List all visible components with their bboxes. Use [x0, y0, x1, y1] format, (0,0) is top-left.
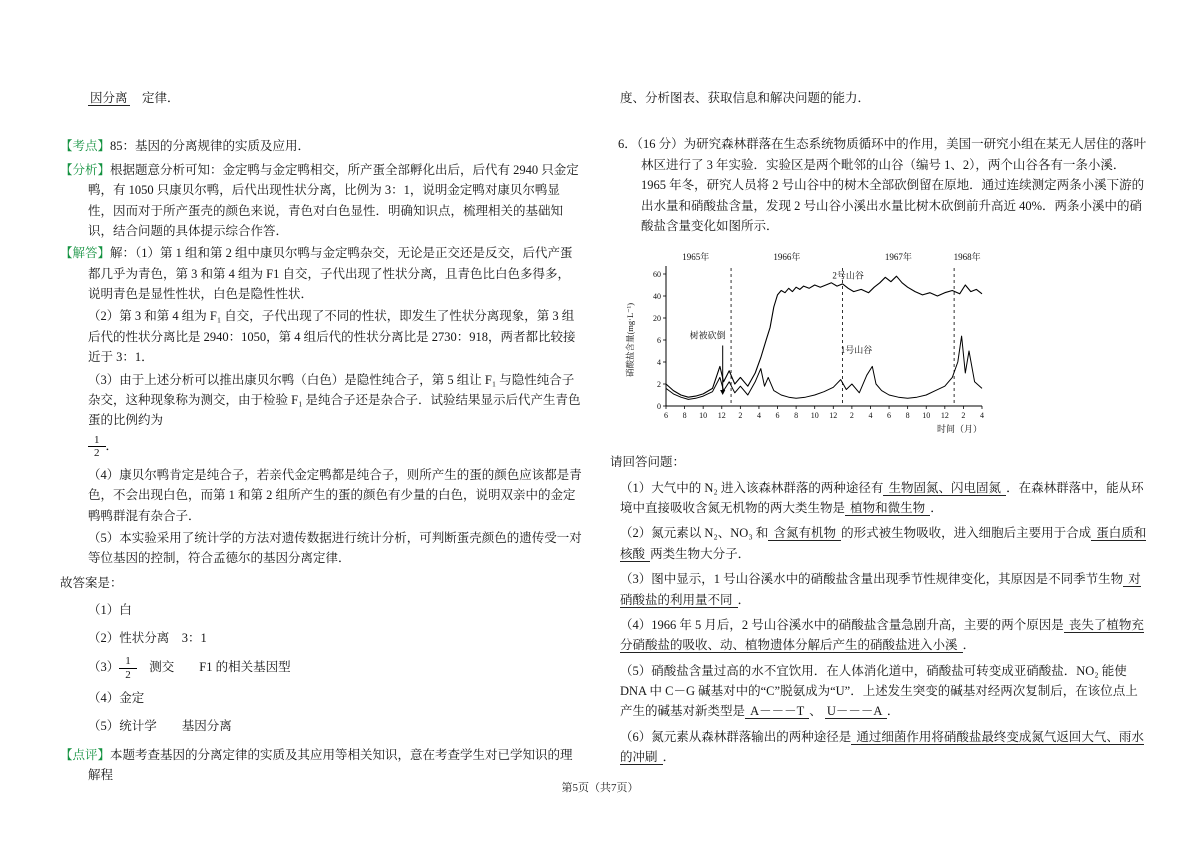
answer-blank: U－－－A — [826, 704, 885, 719]
svg-text:时间（月）: 时间（月） — [936, 424, 982, 435]
svg-text:2: 2 — [961, 411, 966, 421]
svg-text:40: 40 — [653, 292, 661, 302]
fraction-tail: ． — [105, 438, 119, 453]
sub-question-2 — [620, 523, 1150, 564]
final-answer-4: （4）金定 — [88, 691, 145, 706]
answer-3-middle: 测交 — [136, 659, 200, 674]
answer-blank: A－－－T — [747, 704, 808, 719]
svg-text:6: 6 — [664, 411, 668, 421]
svg-text:10: 10 — [922, 411, 931, 421]
sub-question-4 — [620, 615, 1150, 656]
fraction-one-half — [122, 655, 134, 681]
text-run: ．在森林群落中，能从环境中直接吸收含氮无机物的两大类生物是 — [620, 480, 1144, 515]
exam-point-section — [60, 136, 582, 156]
text-run: （5）硝酸盐含量过高的水不宜饮用．在人体消化道中，硝酸盐可转变成亚硝酸盐．NO₂ 能使 DNA 中 C－G 碱基对中的“C”脱氨成为“U”．上述发生突变的碱基对经两次复制后，在该位点上产生的碱基对新类型是 — [620, 663, 1138, 719]
svg-text:1967年: 1967年 — [884, 252, 912, 263]
svg-text:6: 6 — [775, 411, 780, 421]
svg-text:4: 4 — [657, 358, 661, 368]
answer-blank: 对硝酸盐的利用量不同 — [620, 572, 1141, 607]
text-run: ． — [737, 592, 751, 607]
fraction-one-half — [91, 434, 103, 460]
answer-blank: 生物固氮、闪电固氮 — [885, 480, 1005, 495]
fraction-denominator: 2 — [94, 447, 100, 460]
right-column — [608, 88, 1150, 788]
svg-text:6: 6 — [887, 411, 892, 421]
svg-text:1号山谷: 1号山谷 — [840, 345, 873, 356]
text-run: ． — [886, 704, 900, 719]
svg-text:12: 12 — [829, 411, 838, 421]
text-run: ． — [662, 750, 676, 765]
solution-step-3: （3）由于上述分析可以推出康贝尔鸭（白色）是隐性纯合子，第 5 组让 F₁ 与隐性纯合子杂交，这种现象称为测交，由于检验 F₁ 是纯合子还是杂合子．试验结果显示后代产生青色蛋的比例约为 — [88, 372, 581, 428]
solution-section — [60, 243, 582, 304]
answer-blank: 植物和微生物 — [847, 501, 929, 515]
nitrate-chart-figure — [622, 244, 1150, 444]
continued-comment-line: 度、分析图表、获取信息和解决问题的能力． — [620, 91, 871, 105]
sub-question-6 — [620, 727, 1150, 768]
solution-step-2: （2）第 3 和第 4 组为 F₁ 自交，子代出现了不同的性状，即发生了性状分离现象，第 3 组后代的性状分离比是 2940：1050，第 4 组后代的性状分离比是 2730：918，两者都比较接近于 3：1． — [88, 309, 576, 365]
final-answer-2: （2）性状分离 3：1 — [88, 630, 207, 645]
text-run: 的形式被生物吸收，进入细胞后主要用于合成 — [841, 526, 1092, 541]
svg-text:硝酸盐含量(mg·L⁻¹): 硝酸盐含量(mg·L⁻¹) — [625, 303, 635, 378]
fraction-numerator: 1 — [94, 433, 100, 446]
svg-text:树被砍倒: 树被砍倒 — [689, 330, 726, 341]
sub-question-5 — [620, 661, 1150, 722]
sub-question-3 — [620, 569, 1150, 610]
svg-text:0: 0 — [657, 402, 661, 412]
fraction-numerator: 1 — [125, 654, 131, 667]
svg-text:4: 4 — [868, 411, 873, 421]
svg-text:12: 12 — [717, 411, 726, 421]
svg-text:2: 2 — [657, 380, 661, 390]
text-run: （2）氮元素以 N₂、NO₃ 和 — [620, 526, 769, 541]
text-run: ． — [930, 501, 943, 515]
svg-text:8: 8 — [682, 411, 687, 421]
text-run: （6）氮元素从森林群落输出的两种途径是 — [620, 729, 852, 744]
solution-step-5: （5）本实验采用了统计学的方法对遗传数据进行统计分析，可判断蛋壳颜色的遗传受一对等位基因的控制，符合孟德尔的基因分离定律． — [88, 531, 582, 566]
svg-text:6: 6 — [657, 336, 661, 346]
svg-text:1968年: 1968年 — [953, 252, 981, 263]
text-run: 、 — [809, 704, 825, 719]
svg-text:60: 60 — [653, 270, 661, 280]
svg-text:4: 4 — [756, 411, 761, 421]
text-run: 定律． — [129, 91, 180, 105]
text-run: （1）大气中的 N₂ 进入该森林群落的两种途径有 — [620, 480, 884, 495]
text-run: （3）图中显示，1 号山谷溪水中的硝酸盐含量出现季节性规律变化，其原因是不同季节生物 — [620, 572, 1124, 587]
text-run: （4）1966 年 5 月后，2 号山谷溪水中的硝酸盐含量急剧升高，主要的两个原因是 — [620, 617, 1064, 632]
svg-text:1966年: 1966年 — [773, 252, 801, 263]
svg-text:10: 10 — [810, 411, 819, 421]
jieda-tag: 【解答】 — [60, 246, 111, 261]
svg-text:2号山谷: 2号山谷 — [832, 270, 864, 281]
kaodian-text: 85：基因的分离规律的实质及应用． — [110, 139, 311, 154]
answer-blank: 通过细菌作用将硝酸盐最终变成氮气返回大气、雨水的冲刷 — [620, 729, 1144, 765]
svg-text:20: 20 — [653, 314, 661, 324]
dianping-text: 本题考查基因的分离定律的实质及其应用等相关知识，意在考查学生对已学知识的理解程 — [88, 747, 573, 783]
page-number-footer: 第5页（共7页） — [561, 782, 639, 795]
answer-blank: 蛋白质和核酸 — [620, 526, 1147, 561]
solution-step-1: 解：（1）第 1 组和第 2 组中康贝尔鸭与金定鸭杂交，无论是正交还是反交，后代产蛋都几乎为青色，第 3 和第 4 组为 F1 自交，子代出现了性状分离，且青色比白色多得多，说明青色是显性性状，白色是隐性性状． — [88, 246, 573, 301]
answer-3-prefix: （3） — [88, 659, 120, 674]
left-column — [60, 88, 582, 788]
solution-step-4: （4）康贝尔鸭肯定是纯合子，若亲代金定鸭都是纯合子，则所产生的蛋的颜色应该都是青色，不会出现白色，而第 1 和第 2 组所产生的蛋的颜色有少量的白色，说明双亲中的金定鸭鸭群混有杂合子． — [88, 467, 582, 523]
answer-3-tail: F1 的相关基因型 — [199, 659, 291, 674]
svg-text:12: 12 — [940, 411, 949, 421]
final-answer-3 — [88, 655, 582, 681]
nitrate-line-chart — [622, 244, 994, 444]
fenxi-text: 根据题意分析可知：金定鸭与金定鸭相交，所产蛋全部孵化出后，后代有 2940 只金定鸭，有 1050 只康贝尔鸭，后代出现性状分离，比例为 3：1，说明金定鸭对康贝尔鸭显性，因而对于所产蛋壳的颜色来说，青色对白色显性．明确知识点，梳理相关的基础知识，结合问题的具体提示综合作答． — [88, 162, 579, 238]
answer-blank: 丧失了植物充分硝酸盐的吸收、动、植物遗体分解后产生的硝酸盐进入小溪 — [620, 617, 1144, 653]
final-answer-5: （5）统计学 基因分离 — [88, 718, 232, 733]
svg-text:2: 2 — [738, 411, 743, 421]
kaodian-tag: 【考点】 — [60, 139, 111, 154]
final-answer-1: （1）白 — [88, 603, 132, 618]
question-6-stem: 6．（16 分）为研究森林群落在生态系统物质循环中的作用，美国一研究小组在某无人居住的落叶林区进行了 3 年实验．实验区是两个毗邻的山谷（编号 1、2），两个山谷各有一条小溪．1965 年冬，研究人员将 2 号山谷中的树木全部砍倒留在原地．通过连续测定两条小溪下游的出水量和硝酸盐含量，发现 2 号山谷小溪出水量比树木砍倒前升高近 40%．两条小溪中的硝酸盐含量变化如图所示． — [618, 137, 1147, 233]
svg-text:4: 4 — [980, 411, 984, 421]
answers-intro: 故答案是： — [60, 575, 123, 590]
fraction-line — [88, 434, 582, 460]
fenxi-tag: 【分析】 — [60, 162, 111, 177]
fraction-denominator: 2 — [125, 668, 131, 681]
svg-text:8: 8 — [794, 411, 799, 421]
please-answer-line: 请回答问题： — [610, 455, 686, 470]
continued-answer-line — [88, 88, 582, 108]
svg-text:8: 8 — [905, 411, 910, 421]
dianping-tag: 【点评】 — [60, 747, 111, 762]
sub-question-1 — [620, 478, 1150, 519]
analysis-section — [60, 160, 582, 242]
answer-blank: 因分离 — [90, 91, 128, 105]
svg-text:10: 10 — [699, 411, 708, 421]
text-run: 两类生物大分子． — [650, 546, 751, 561]
svg-text:2: 2 — [849, 411, 854, 421]
svg-text:1965年: 1965年 — [682, 252, 710, 263]
answer-blank: 含氮有机物 — [770, 526, 840, 541]
text-run: ． — [962, 638, 976, 653]
